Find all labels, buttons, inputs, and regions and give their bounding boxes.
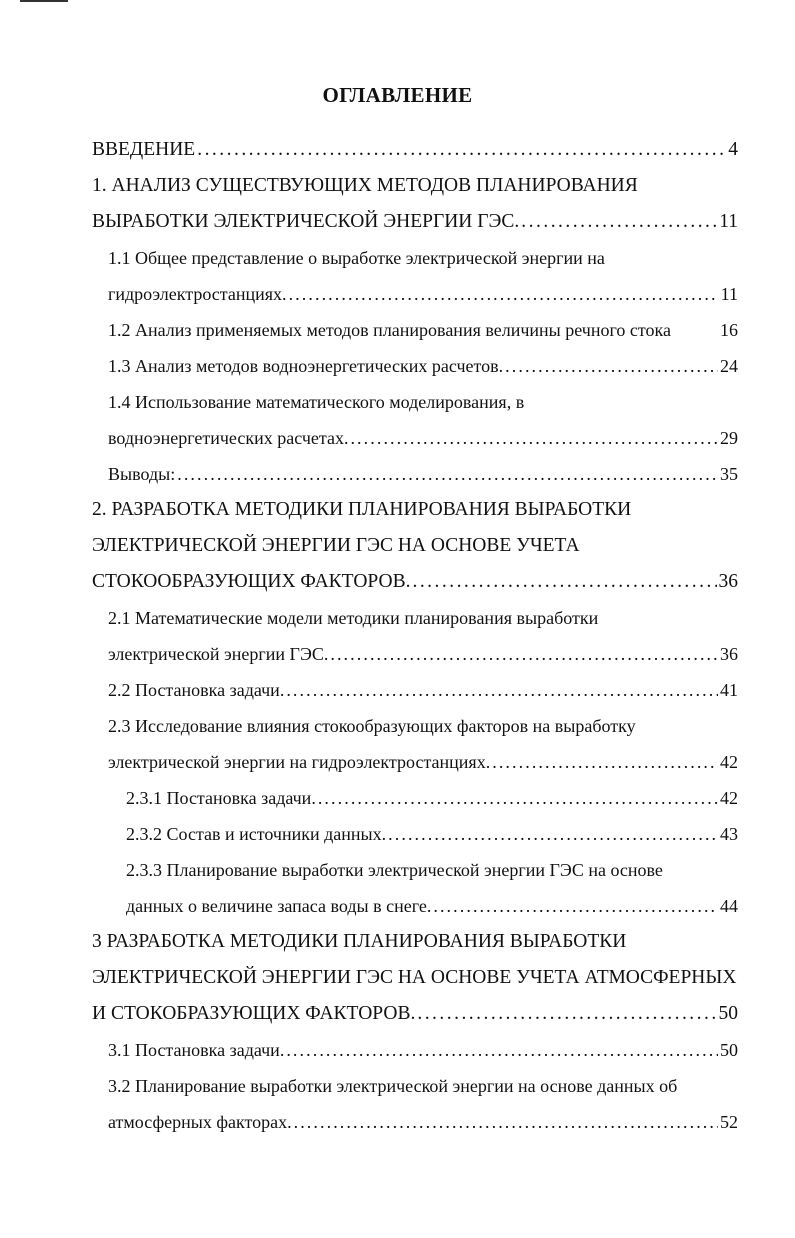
toc-leader-dots: [330, 636, 718, 672]
page-title: ОГЛАВЛЕНИЕ: [322, 83, 473, 107]
toc-entry-text: 3 РАЗРАБОТКА МЕТОДИКИ ПЛАНИРОВАНИЯ ВЫРАБОТКИ: [92, 931, 627, 952]
toc-entry-text: 2.3.1 Постановка задачи.: [126, 788, 316, 808]
toc-entry-text: 3.1 Постановка задачи.: [108, 1040, 285, 1060]
toc-page-number: 24: [720, 356, 738, 376]
scan-mark: [20, 0, 68, 2]
toc-entry-text: 1.2 Анализ применяемых методов планирования величины речного стока: [108, 320, 672, 340]
toc-entry[interactable]: [0, 132, 738, 168]
toc-entry-text: ВЫРАБОТКИ ЭЛЕКТРИЧЕСКОЙ ЭНЕРГИИ ГЭС.: [92, 211, 520, 232]
toc-entry[interactable]: [0, 816, 738, 852]
toc-entry-text: 2.1 Математические модели методики планирования выработки: [108, 608, 599, 628]
toc-entry[interactable]: [0, 1068, 738, 1140]
toc-leader-dots: [521, 204, 717, 240]
toc-page-number: 50: [720, 1040, 738, 1060]
toc-entry[interactable]: [0, 780, 738, 816]
toc-entry-text: 2.2 Постановка задачи.: [108, 680, 285, 700]
toc-entry-text: гидроэлектростанциях.: [108, 284, 287, 304]
toc-entry-text: И СТОКОБРАЗУЮЩИХ ФАКТОРОВ.: [92, 1003, 416, 1024]
toc-leader-dots: [286, 1032, 718, 1068]
toc-leader-dots: [433, 888, 718, 924]
toc-page-number: 16: [720, 320, 738, 340]
toc-page-number: 29: [720, 428, 738, 448]
toc-page-number: 11: [720, 284, 738, 304]
toc-leader-dots: [505, 348, 718, 384]
toc-entry-text: 1.3 Анализ методов водноэнергетических расчетов.: [108, 356, 504, 376]
toc-page-number: 11: [719, 211, 738, 232]
toc-entry-text: ЭЛЕКТРИЧЕСКОЙ ЭНЕРГИИ ГЭС НА ОСНОВЕ УЧЕТА АТМОСФЕРНЫХ: [92, 967, 737, 988]
toc-page-number: 44: [720, 896, 738, 916]
toc-entry[interactable]: [0, 456, 738, 492]
toc-leader-dots: [294, 1104, 718, 1140]
toc-leader-dots: [197, 132, 726, 168]
toc-leader-dots: [318, 780, 718, 816]
toc-entry[interactable]: [0, 384, 738, 456]
toc-entry[interactable]: [0, 240, 738, 312]
toc-leader-dots: [286, 672, 718, 708]
toc-leader-dots: [417, 996, 716, 1032]
toc-page-number: 43: [720, 824, 738, 844]
toc-entry-text: 1.1 Общее представление о выработке электрической энергии на: [108, 248, 605, 268]
toc-leader-dots: [177, 456, 718, 492]
toc-entry[interactable]: [0, 1032, 738, 1068]
toc-entry[interactable]: [0, 312, 738, 348]
toc-entry[interactable]: [0, 852, 738, 924]
toc-entry-text: 1.4 Использование математического моделирования, в: [108, 392, 525, 412]
toc-page-number: 42: [720, 788, 738, 808]
toc-entry[interactable]: [0, 168, 738, 240]
toc-entry-text: атмосферных факторах.: [108, 1112, 292, 1132]
toc-entry-text: ЭЛЕКТРИЧЕСКОЙ ЭНЕРГИИ ГЭС НА ОСНОВЕ УЧЕТА: [92, 535, 580, 556]
toc-entry[interactable]: [0, 708, 738, 780]
toc-page-number: 35: [720, 464, 738, 484]
toc-leader-dots: [492, 744, 718, 780]
toc-entry[interactable]: [0, 672, 738, 708]
toc-page-number: 42: [720, 752, 738, 772]
toc-page-number: 52: [720, 1112, 738, 1132]
toc-page-number: 36: [718, 571, 738, 592]
toc-entry-text: 2.3 Исследование влияния стокообразующих факторов на выработку: [108, 716, 636, 736]
toc-entry-text: 2.3.3 Планирование выработки электрической энергии ГЭС на основе: [126, 860, 663, 880]
toc-page-number: 50: [718, 1003, 738, 1024]
toc-entry[interactable]: [0, 348, 738, 384]
toc-leader-dots: [350, 420, 718, 456]
toc-entry-text: СТОКООБРАЗУЮЩИХ ФАКТОРОВ.: [92, 571, 411, 592]
toc-page-number: 4: [728, 139, 738, 160]
toc-entry-text: 1. АНАЛИЗ СУЩЕСТВУЮЩИХ МЕТОДОВ ПЛАНИРОВАНИЯ: [92, 175, 638, 196]
toc-leader-dots: [388, 816, 718, 852]
toc-entry-text: Выводы:: [108, 464, 176, 484]
toc-entry[interactable]: [0, 600, 738, 672]
toc-entry-text: 2.3.2 Состав и источники данных.: [126, 824, 387, 844]
toc-entry[interactable]: [0, 492, 738, 600]
table-of-contents: [0, 132, 795, 1140]
toc-entry-text: данных о величине запаса воды в снеге.: [126, 896, 432, 916]
toc-entry-text: электрической энергии на гидроэлектростанциях.: [108, 752, 491, 772]
toc-entry-text: электрической энергии ГЭС.: [108, 644, 329, 664]
toc-entry-text: 2. РАЗРАБОТКА МЕТОДИКИ ПЛАНИРОВАНИЯ ВЫРАБОТКИ: [92, 499, 632, 520]
toc-entry[interactable]: [0, 924, 738, 1032]
toc-leader-dots: [289, 276, 719, 312]
toc-entry-text: водноэнергетических расчетах.: [108, 428, 349, 448]
toc-leader-dots: [412, 564, 716, 600]
toc-entry-text: 3.2 Планирование выработки электрической энергии на основе данных об: [108, 1076, 678, 1096]
toc-entry-text: ВВЕДЕНИЕ: [92, 139, 196, 160]
toc-page-number: 41: [720, 680, 738, 700]
toc-page-number: 36: [720, 644, 738, 664]
